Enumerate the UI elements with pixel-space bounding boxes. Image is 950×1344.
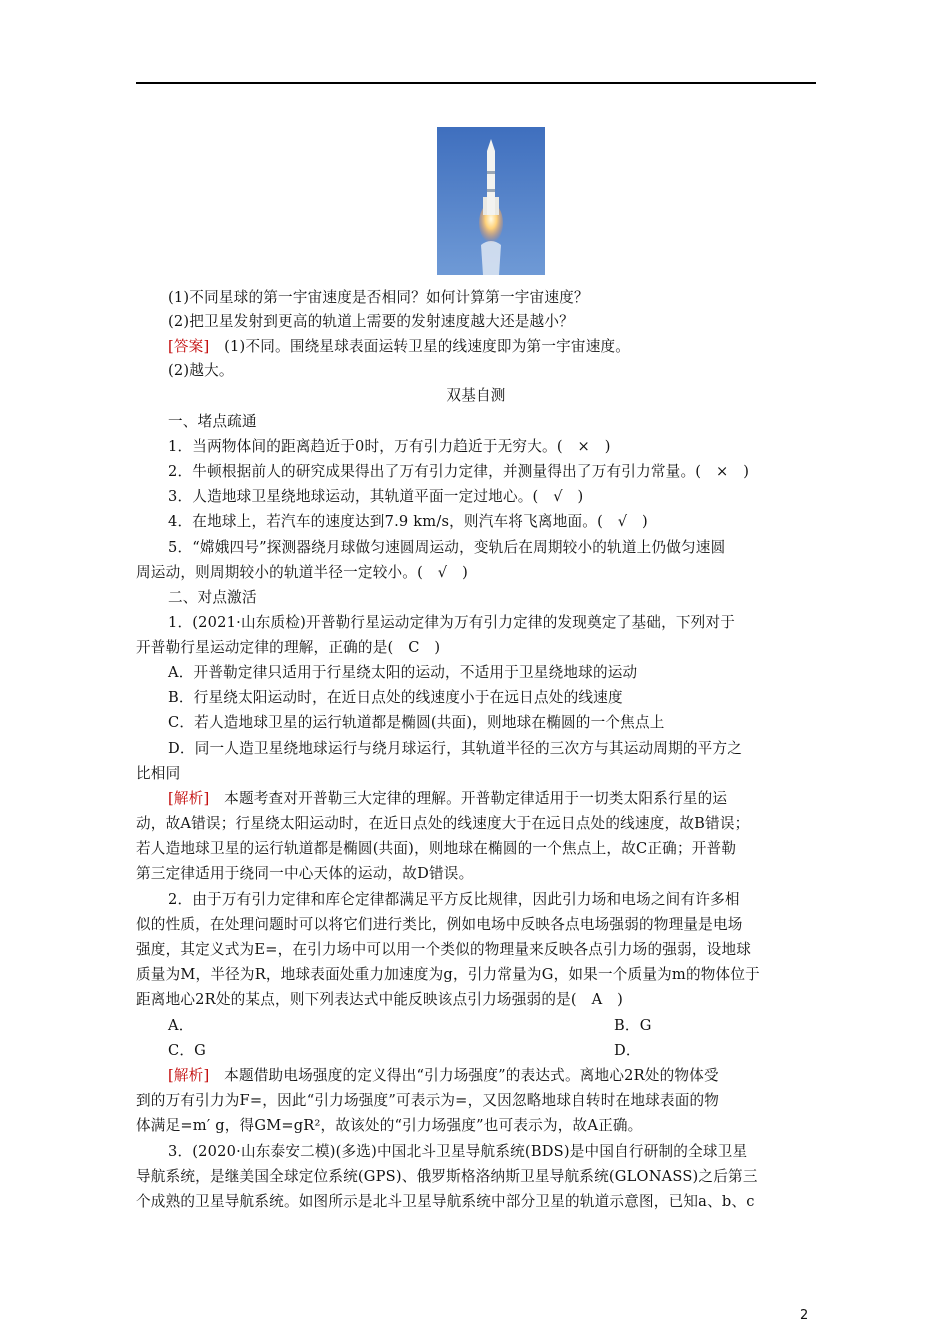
stem-end: ): [602, 991, 624, 1008]
item-end: ): [447, 564, 468, 581]
q1-analysis-line2: 动，故A错误；行星绕太阳运动时，在近日点处的线速度大于在远日点处的线速度，故B错误；: [136, 815, 750, 832]
rocket-launch-icon: [437, 127, 545, 275]
intro-answer-1: (1)不同。围绕星球表面运转卫星的线速度即为第一宇宙速度。: [209, 338, 631, 355]
q1-option-d-line2: 比相同: [136, 765, 181, 782]
analysis-text: 本题考查对开普勒三大定律的理解。开普勒定律适用于一切类太阳系行星的运: [209, 790, 728, 807]
part2-heading: 二、对点激活: [168, 589, 257, 606]
q1-option-a: A．开普勒定律只适用于行星绕太阳的运动，不适用于卫星绕地球的运动: [168, 664, 638, 681]
item-end: ): [627, 513, 648, 530]
stem-end: ): [419, 639, 441, 656]
stem-text: 距离地心2R处的某点，则下列表达式中能反映该点引力场强弱的是(: [136, 991, 592, 1008]
answer-tag: [答案]: [168, 338, 210, 355]
q2-options-row2: [136, 1041, 816, 1061]
q3-stem-line1: 3．(2020·山东泰安二模)(多选)中国北斗卫星导航系统(BDS)是中国自行研制的全球卫星: [168, 1143, 748, 1160]
intro-question-2: (2)把卫星发射到更高的轨道上需要的发射速度越大还是越小？: [168, 313, 574, 330]
q2-option-b: B．G: [614, 1017, 652, 1034]
q2-stem-line4: 质量为M，半径为R，地球表面处重力加速度为g，引力常量为G，如果一个质量为m的物体位于: [136, 966, 760, 983]
intro-answer-line: [136, 337, 816, 357]
judgement-mark: √: [617, 513, 628, 530]
rocket-launch-image: [437, 127, 545, 275]
judgement-mark: ×: [577, 438, 590, 455]
q1-option-d-line1: D．同一人造卫星绕地球运行与绕月球运行，其轨道半径的三次方与其运动周期的平方之: [168, 740, 743, 757]
q1-analysis-line1: [136, 789, 816, 809]
section-title: 双基自测: [446, 387, 506, 404]
q2-analysis-line1: [136, 1066, 816, 1086]
judgement-mark: ×: [715, 463, 729, 480]
analysis-tag: [解析]: [168, 1067, 210, 1084]
q1-stem-line1: 1．(2021·山东质检)开普勒行星运动定律为万有引力定律的发现奠定了基础，下列对于: [168, 614, 736, 631]
item-text: 3．人造地球卫星绕地球运动，其轨道平面一定过地心。(: [168, 488, 554, 505]
item-end: ): [562, 488, 584, 505]
analysis-text: 本题借助电场强度的定义得出“引力场强度”的表达式。离地心2R处的物体受: [209, 1067, 719, 1084]
item-text: 2．牛顿根据前人的研究成果得出了万有引力定律，并测量得出了万有引力常量。(: [168, 463, 716, 480]
q1-option-b: B．行星绕太阳运动时，在近日点处的线速度小于在远日点处的线速度: [168, 689, 623, 706]
q2-stem-line3: 强度，其定义式为E=，在引力场中可以用一个类似的物理量来反映各点引力场的强弱，设地球: [136, 941, 752, 958]
item-text: 1．当两物体间的距离趋近于0时，万有引力趋近于无穷大。(: [168, 438, 578, 455]
part1-item-4: [136, 512, 816, 532]
part1-item-2: [136, 462, 816, 482]
analysis-tag: [解析]: [168, 790, 210, 807]
part1-item-1: [136, 437, 816, 457]
judgement-mark: √: [437, 564, 448, 581]
q2-analysis-line3: 体满足=m′ g，得GM=gR²，故该处的“引力场强度”也可表示为，故A正确。: [136, 1117, 643, 1134]
item-text: 周运动，则周期较小的轨道半径一定较小。(: [136, 564, 438, 581]
q3-stem-line2: 导航系统，是继美国全球定位系统(GPS)、俄罗斯格洛纳斯卫星导航系统(GLONASS)之后第三: [136, 1168, 758, 1185]
q2-answer: A: [591, 991, 603, 1008]
q1-answer: C: [408, 639, 420, 656]
q2-option-d: D．: [614, 1042, 641, 1059]
q3-stem-line3: 个成熟的卫星导航系统。如图所示是北斗卫星导航系统中部分卫星的轨道示意图，已知a、b、c: [136, 1193, 755, 1210]
q2-stem-line1: 2．由于万有引力定律和库仑定律都满足平方反比规律，因此引力场和电场之间有许多相: [168, 891, 740, 908]
judgement-mark: √: [553, 488, 563, 505]
part1-heading: 一、堵点疏通: [168, 413, 257, 430]
item-text: 4．在地球上，若汽车的速度达到7.9 km/s，则汽车将飞离地面。(: [168, 513, 618, 530]
page-number: 2: [800, 1308, 809, 1323]
item-end: ): [728, 463, 750, 480]
q1-analysis-line3: 若人造地球卫星的运行轨道都是椭圆(共面)，则地球在椭圆的一个焦点上，故C正确；开普勒: [136, 840, 737, 857]
stem-text: 开普勒行星运动定律的理解，正确的是(: [136, 639, 409, 656]
part1-item-3: [136, 487, 816, 507]
intro-question-1: (1)不同星球的第一宇宙速度是否相同？如何计算第一宇宙速度？: [168, 289, 589, 306]
q1-option-c: C．若人造地球卫星的运行轨道都是椭圆(共面)，则地球在椭圆的一个焦点上: [168, 714, 665, 731]
q2-stem-line2: 似的性质，在处理问题时可以将它们进行类比，例如电场中反映各点电场强弱的物理量是电场: [136, 916, 743, 933]
q2-stem-line5: [136, 990, 816, 1010]
q2-options-row1: [136, 1016, 816, 1036]
item-end: ): [589, 438, 611, 455]
q2-option-c: C．G: [168, 1042, 207, 1059]
q1-stem-line2: [136, 638, 816, 658]
q1-analysis-line4: 第三定律适用于绕同一中心天体的运动，故D错误。: [136, 865, 474, 882]
q2-option-a: A．: [168, 1017, 194, 1034]
part1-item-5-line2: [136, 563, 816, 583]
intro-answer-2: (2)越大。: [168, 362, 234, 379]
q2-analysis-line2: 到的万有引力为F=，因此“引力场强度”可表示为=，又因忽略地球自转时在地球表面的物: [136, 1092, 720, 1109]
header-rule: [136, 82, 816, 84]
part1-item-5-line1: 5．“嫦娥四号”探测器绕月球做匀速圆周运动，变轨后在周期较小的轨道上仍做匀速圆: [168, 539, 726, 556]
